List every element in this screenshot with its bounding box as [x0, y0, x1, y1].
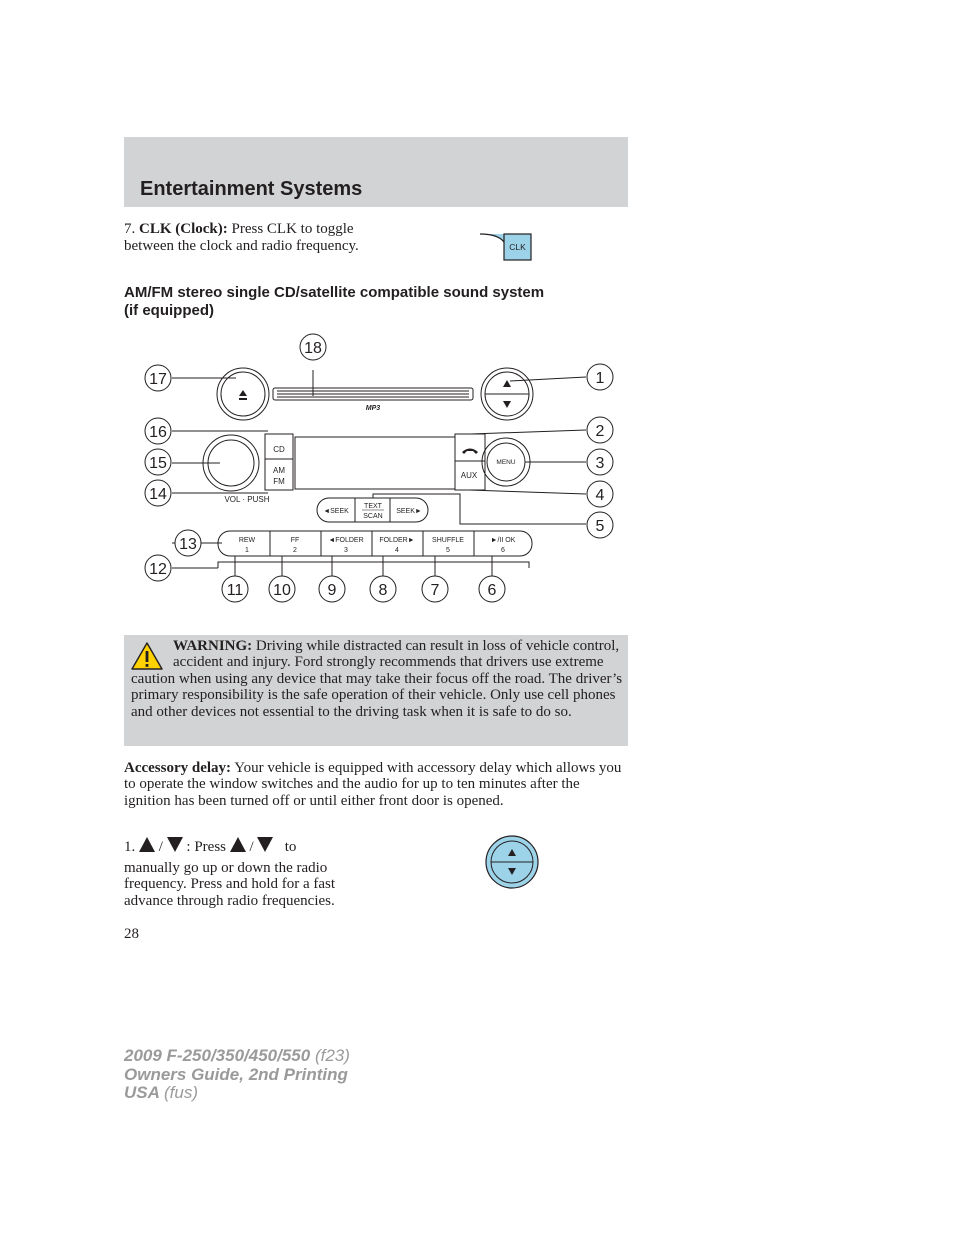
seek-left-label: ◄SEEK	[323, 508, 349, 515]
callout-number: 14	[149, 486, 167, 503]
scan-label: SCAN	[363, 513, 383, 520]
item1-number: 1.	[124, 839, 136, 855]
section-subheading	[124, 284, 624, 320]
clk-icon-label: CLK	[509, 242, 526, 252]
mp3-label: MP3	[365, 405, 381, 412]
callout-number: 12	[149, 561, 167, 578]
callout-number: 16	[149, 424, 167, 441]
subheading-line1: AM/FM stereo single CD/satellite compatible sound system	[124, 284, 545, 301]
down-arrow-icon	[167, 837, 183, 852]
preset-number: 6	[501, 547, 505, 554]
fm-label: FM	[273, 477, 285, 486]
footer-market: USA	[124, 1083, 160, 1102]
preset-number: 2	[293, 547, 297, 554]
callout-number: 10	[273, 582, 291, 599]
item1-first-line	[124, 837, 296, 856]
item1-slash: /	[158, 839, 163, 855]
warning-text-block	[131, 638, 624, 720]
footer-model-code: (f23)	[314, 1046, 350, 1065]
radio-diagram	[140, 330, 630, 610]
preset-number: 1	[245, 547, 249, 554]
page-title: Entertainment Systems	[140, 178, 363, 200]
callout-number: 6	[487, 582, 497, 599]
accessory-term: Accessory delay:	[124, 760, 232, 776]
accessory-text: Your vehicle is equipped with accessory delay which allows you to operate the window switches and the audio for up to ten minutes after the ignition has been turned off or until either front door is opened.	[124, 760, 622, 809]
callout-number: 3	[595, 455, 605, 472]
item1-press: : Press	[186, 839, 227, 855]
footer-market-code: (fus)	[164, 1083, 198, 1102]
item1-text: manually go up or down the radio frequency. Press and hold for a fast advance through radio frequencies.	[124, 860, 336, 909]
footer	[124, 1047, 350, 1103]
preset-number: 4	[395, 547, 399, 554]
seek-right-label: SEEK►	[396, 508, 422, 515]
text-label: TEXT	[364, 503, 382, 510]
am-label: AM	[273, 466, 285, 475]
footer-guide: Owners Guide, 2nd Printing	[124, 1064, 348, 1084]
callout-number: 7	[430, 582, 440, 599]
callout-number: 5	[595, 518, 605, 535]
callout-number: 8	[378, 582, 388, 599]
callout-number: 4	[595, 487, 605, 504]
clk-text: Press CLK to toggle between the clock and radio frequency.	[124, 221, 359, 254]
preset-label: SHUFFLE	[432, 537, 464, 544]
cd-label: CD	[273, 445, 285, 454]
callout-number: 18	[304, 340, 322, 357]
callout-number: 1	[595, 370, 605, 387]
aux-label: AUX	[460, 471, 478, 480]
clk-button-icon	[478, 232, 534, 262]
vol-push-label: VOL · PUSH	[224, 495, 270, 504]
warning-text: Driving while distracted can result in loss of vehicle control, accident and injury. Ford strongly recommends that drivers use extreme caution when using any device that may take their focus off the road. The driver’s primary responsibility is the safe operation of their vehicle. Only use cell phones and other devices not essential to the driving task when it is safe to do so.	[131, 638, 623, 720]
up-arrow-icon	[139, 837, 155, 852]
up-arrow-icon	[230, 837, 246, 852]
preset-number: 5	[446, 547, 450, 554]
preset-label: FOLDER►	[379, 537, 415, 544]
preset-label: ►/II OK	[490, 537, 516, 544]
callout-number: 17	[149, 371, 167, 388]
footer-model: 2009 F-250/350/450/550	[124, 1046, 311, 1065]
item1-slash: /	[249, 839, 254, 855]
seek-button-icon	[484, 833, 540, 891]
preset-number: 3	[344, 547, 348, 554]
page-number: 28	[124, 926, 139, 942]
callout-number: 11	[226, 582, 244, 599]
warning-label: WARNING:	[173, 638, 253, 654]
preset-label: ◄FOLDER	[328, 537, 364, 544]
preset-label: FF	[290, 537, 300, 544]
preset-label: REW	[238, 537, 256, 544]
menu-label: MENU	[496, 459, 516, 466]
item-number: 7.	[124, 221, 136, 237]
clk-description	[124, 221, 384, 255]
callout-number: 15	[149, 455, 167, 472]
clk-term: CLK (Clock):	[139, 221, 228, 237]
item1-to: to	[284, 839, 297, 855]
accessory-delay-paragraph	[124, 760, 630, 809]
callout-number: 13	[179, 536, 197, 553]
subheading-line2: (if equipped)	[124, 302, 214, 319]
callout-number: 9	[327, 582, 337, 599]
callout-number: 2	[595, 423, 605, 440]
down-arrow-icon	[257, 837, 273, 852]
